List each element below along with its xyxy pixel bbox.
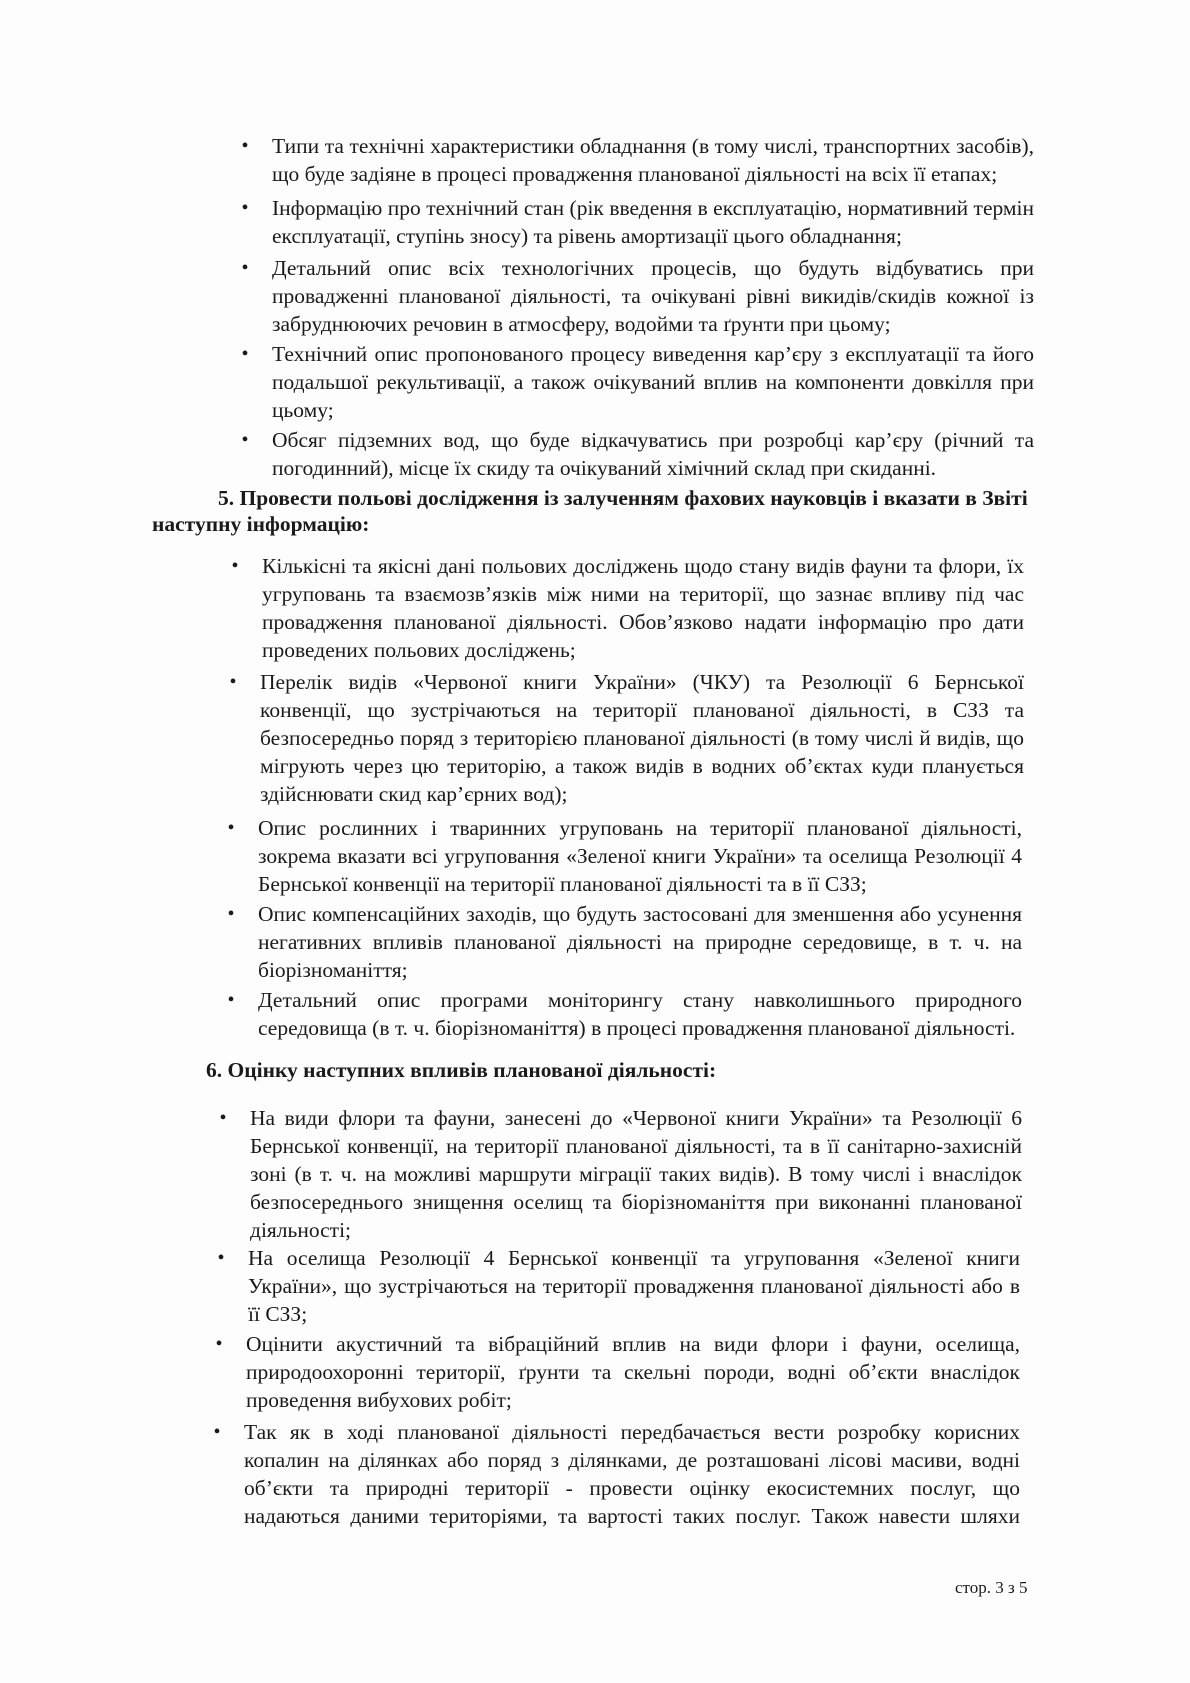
list-item (241, 254, 1034, 338)
bullet-icon: • (241, 429, 249, 451)
section-5-heading (218, 484, 1038, 512)
section-5-heading-line2: наступну інформацію: (152, 512, 370, 536)
list-item (241, 426, 1034, 482)
page-number (955, 1578, 1027, 1598)
list-item (217, 1244, 1020, 1328)
bullet-icon: • (241, 135, 249, 157)
list-item-text: Перелік видів «Червоної книги України» (ЧКУ) та Резолюції 6 Бернської конвенції, що зустрічаються на території планованої діяльності, в СЗЗ та безпосередньо поряд з територією планованої діяльності (в тому числі й видів, що мігрують через цю територію, а також видів в водних об’єктах куди планується здійснювати скид кар’єрних вод); (260, 670, 1024, 806)
bullet-icon: • (227, 817, 235, 839)
list-item-text: Так як в ході планованої діяльності передбачається вести розробку корисних копалин на ділянках або поряд з ділянками, де розташовані лісові масиви, водні об’єкти та природні території - провести оцінку екосистемних послуг, що надаються даними територіями, та вартості таких послуг. Також навести шляхи (244, 1420, 1020, 1528)
list-item-text: На оселища Резолюції 4 Бернської конвенції та угруповання «Зеленої книги України», що зустрічаються на території провадження планованої діяльності або в її СЗЗ; (248, 1246, 1020, 1326)
list-item-text: Опис рослинних і тваринних угруповань на території планованої діяльності, зокрема вказати всі угруповання «Зеленої книги України» та оселища Резолюції 4 Бернської конвенції на території планованої діяльності та в її СЗЗ; (258, 816, 1022, 896)
list-item-text: Технічний опис пропонованого процесу виведення кар’єру з експлуатації та його подальшої рекультивації, а також очікуваний вплив на компоненти довкілля при цьому; (272, 342, 1034, 422)
bullet-icon: • (241, 343, 249, 365)
bullet-icon: • (231, 555, 239, 577)
section-6-heading (206, 1056, 716, 1084)
list-item-text: Опис компенсаційних заходів, що будуть застосовані для зменшення або усунення негативних впливів планованої діяльності на природне середовище, в т. ч. на біорізноманіття; (258, 902, 1022, 982)
page-number-text: стор. 3 з 5 (955, 1578, 1028, 1597)
list-item (241, 194, 1034, 250)
bullet-icon: • (213, 1421, 221, 1443)
list-item-text: Інформацію про технічний стан (рік введення в експлуатацію, нормативний термін експлуатації, ступінь зносу) та рівень амортизації цього обладнання; (272, 196, 1034, 248)
list-item (215, 1330, 1020, 1414)
bullet-icon: • (215, 1333, 223, 1355)
bullet-icon: • (217, 1247, 225, 1269)
section-6-heading-text: 6. Оцінку наступних впливів планованої діяльності: (206, 1058, 717, 1082)
list-item (227, 814, 1022, 898)
list-item-text: На види флори та фауни, занесені до «Червоної книги України» та Резолюції 6 Бернської конвенції, на території планованої діяльності, та в її санітарно-захисній зоні (в т. ч. на можливі маршрути міграції таких видів). В тому числі і внаслідок безпосереднього знищення оселищ та біорізноманіття при виконанні планованої діяльності; (250, 1106, 1022, 1242)
list-item-text: Обсяг підземних вод, що буде відкачуватись при розробці кар’єру (річний та погодинний), місце їх скиду та очікуваний хімічний склад при скиданні. (272, 428, 1034, 480)
list-item (227, 986, 1022, 1042)
bullet-icon: • (227, 989, 235, 1011)
list-item (241, 340, 1034, 424)
list-item (227, 900, 1022, 984)
list-item (229, 668, 1024, 808)
list-item (219, 1104, 1022, 1244)
section-5-heading-line1: 5. Провести польові дослідження із залученням фахових науковців і вказати в Звіті (218, 486, 1028, 510)
list-item (213, 1418, 1020, 1530)
list-item (231, 552, 1024, 664)
bullet-icon: • (227, 903, 235, 925)
bullet-icon: • (219, 1107, 227, 1129)
list-item-text: Типи та технічні характеристики обладнання (в тому числі, транспортних засобів), що буде задіяне в процесі провадження планованої діяльності на всіх її етапах; (272, 134, 1034, 186)
list-item-text: Детальний опис програми моніторингу стану навколишнього природного середовища (в т. ч. біорізноманіття) в процесі провадження планованої діяльності. (258, 988, 1022, 1040)
bullet-icon: • (241, 257, 249, 279)
bullet-icon: • (229, 671, 237, 693)
bullet-icon: • (241, 197, 249, 219)
section-5-heading-cont (152, 510, 369, 538)
list-item-text: Кількісні та якісні дані польових досліджень щодо стану видів фауни та флори, їх угруповань та взаємозв’язків між ними на території, що зазнає впливу під час провадження планованої діяльності. Обов’язково надати інформацію про дати проведених польових досліджень; (262, 554, 1024, 662)
list-item (241, 132, 1034, 188)
list-item-text: Детальний опис всіх технологічних процесів, що будуть відбуватись при провадженні планованої діяльності, та очікувані рівні викидів/скидів кожної із забруднюючих речовин в атмосферу, водойми та ґрунти при цьому; (272, 256, 1034, 336)
list-item-text: Оцінити акустичний та вібраційний вплив на види флори і фауни, оселища, природоохоронні території, ґрунти та скельні породи, водні об’єкти внаслідок проведення вибухових робіт; (246, 1332, 1020, 1412)
